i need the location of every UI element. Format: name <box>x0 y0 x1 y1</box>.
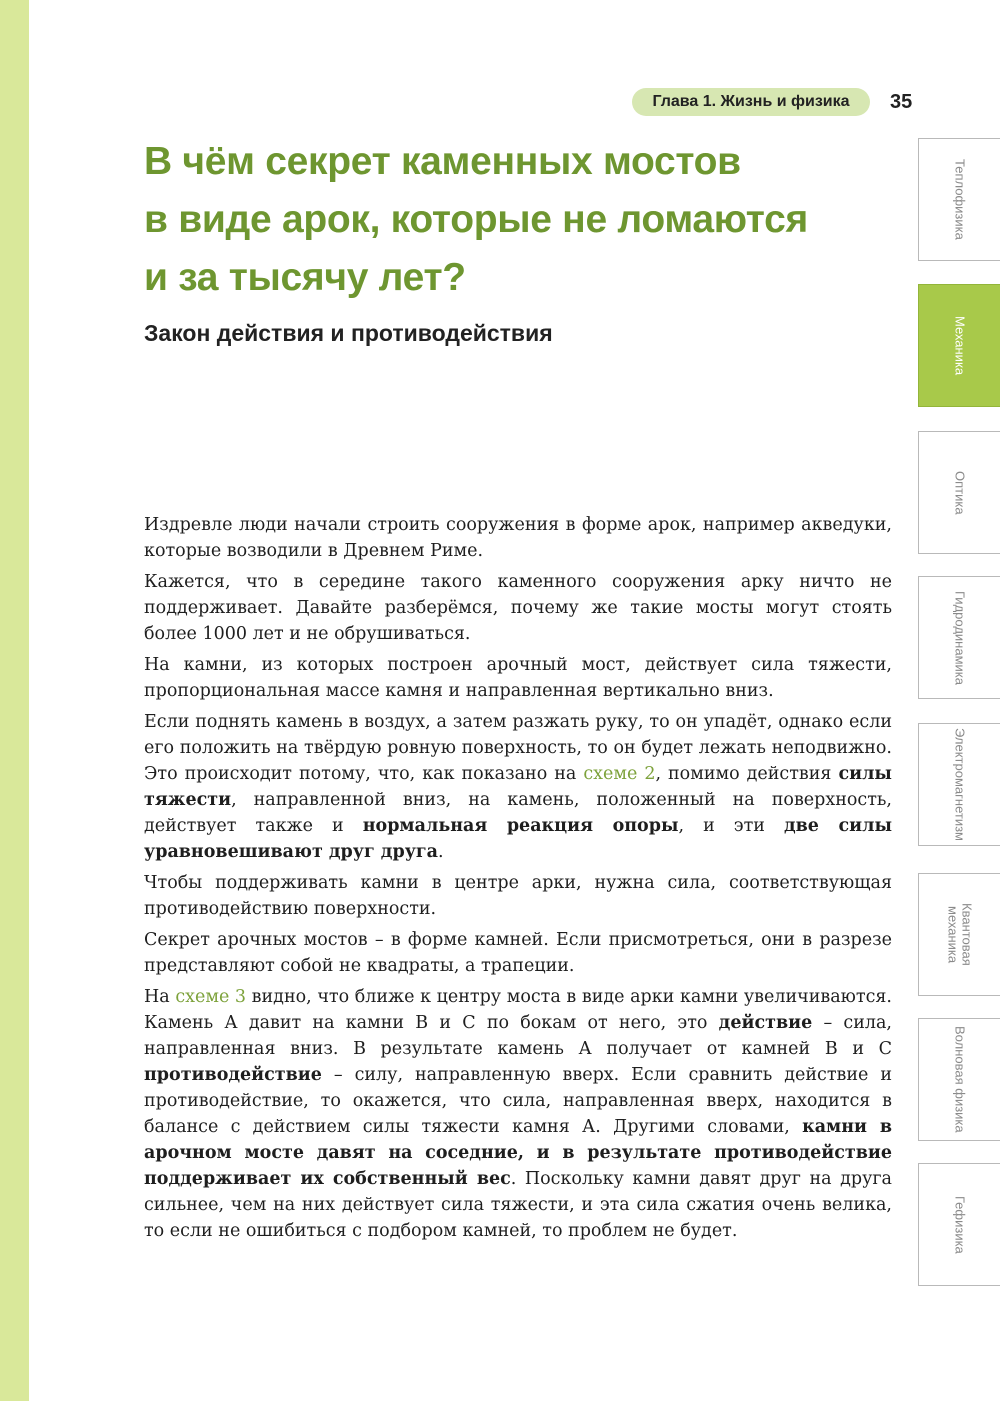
text-run: видно, что ближе к центру моста в виде арки камни увеличиваются. Камень А давит на камни В и С по бокам от него, это <box>144 987 892 1033</box>
text-run: . Поскольку камни давят друг на друга сильнее, чем на них действует сила тяжести, и эта сила сжатия очень велика, то если не ошибиться с подбором камней, то проблем не будет. <box>144 1169 892 1241</box>
bold-term: действие <box>718 1013 813 1033</box>
title-line: в виде арок, которые не ломаются <box>144 198 808 241</box>
bold-term: камни в арочном мосте давят на соседние, и в результате противодействие поддерживает их собственный вес <box>144 1117 892 1189</box>
text-run: Если поднять камень в воздух, а затем разжать руку, то он упадёт, однако если его положить на твёрдую ровную поверхность, то он будет лежать неподвижно. Это происходит потому, что, как показано на <box>144 712 892 784</box>
text-run: . <box>437 842 444 862</box>
text-run: – сила, направленная вниз. В результате камень А получает от камней В и С <box>144 1013 892 1059</box>
tab-3[interactable] <box>918 431 1000 554</box>
text-run: Кажется, что в середине такого каменного сооружения арку ничто не поддерживает. Давайте разберёмся, почему же такие мосты могут стоять более 1000 лет и не обрушиваться. <box>144 572 892 644</box>
scheme-link[interactable]: схеме 3 <box>175 987 247 1007</box>
tab-2[interactable] <box>918 284 1000 407</box>
bold-term: силы тяжести <box>144 764 892 810</box>
bold-term: противодействие <box>144 1065 322 1085</box>
paragraph <box>144 569 892 647</box>
text-run: , направленной вниз, на камень, положенный на поверхность, действует также и <box>144 790 892 836</box>
title-line: В чём секрет каменных мостов <box>144 140 741 183</box>
bold-term: нормальная реакция опоры <box>362 816 679 836</box>
paragraph <box>144 927 892 979</box>
chapter-tabs <box>918 138 1000 1298</box>
scheme-link[interactable]: схеме 2 <box>583 764 656 784</box>
tab-8[interactable] <box>918 1163 1000 1286</box>
text-run: Секрет арочных мостов – в форме камней. Если присмотреться, они в разрезе представляют собой не квадраты, а трапеции. <box>144 930 892 976</box>
text-run: – силу, направленную вверх. Если сравнить действие и противодействие, то окажется, что сила, направленная вверх, находится в балансе с действием силы тяжести камня А. Другими словами, <box>144 1065 892 1137</box>
tab-label: Механика <box>952 315 968 376</box>
tab-label: Квантовая механика <box>945 903 975 966</box>
tab-4[interactable] <box>918 576 1000 699</box>
tab-label: Теплофизика <box>952 159 968 240</box>
page-number: 35 <box>890 90 913 113</box>
text-run: , и эти <box>678 816 784 836</box>
chapter-label: Глава 1. Жизнь и физика <box>632 88 870 116</box>
text-run: Издревле люди начали строить сооружения в форме арок, например акведуки, которые возводили в Древнем Риме. <box>144 515 892 561</box>
title-line: и за тысячу лет? <box>144 256 466 299</box>
section-subtitle: Закон действия и противодействия <box>144 320 553 346</box>
text-run: , помимо действия <box>655 764 839 784</box>
text-run: На <box>144 987 176 1007</box>
left-color-strip <box>0 0 29 1401</box>
text-run: Чтобы поддерживать камни в центре арки, нужна сила, соответствующая противодействию поверхности. <box>144 873 892 919</box>
page-header <box>632 88 912 116</box>
tab-1[interactable] <box>918 138 1000 261</box>
paragraph <box>144 709 892 865</box>
tab-5[interactable] <box>918 723 1000 846</box>
paragraph <box>144 652 892 704</box>
article-body <box>144 512 892 1249</box>
paragraph <box>144 984 892 1244</box>
paragraph <box>144 512 892 564</box>
tab-label: Оптика <box>952 470 968 515</box>
page-title <box>144 133 904 307</box>
tab-label: Гефизика <box>952 1195 968 1254</box>
tab-6[interactable] <box>918 873 1000 996</box>
tab-label: Волновая физика <box>952 1026 968 1133</box>
tab-label: Электромагнетизм <box>952 728 968 841</box>
tab-label: Гидродинамика <box>952 590 968 685</box>
bold-term: две силы уравновешивают друг друга <box>144 816 892 862</box>
text-run: На камни, из которых построен арочный мост, действует сила тяжести, пропорциональная массе камня и направленная вертикально вниз. <box>144 655 892 701</box>
paragraph <box>144 870 892 922</box>
tab-7[interactable] <box>918 1018 1000 1141</box>
